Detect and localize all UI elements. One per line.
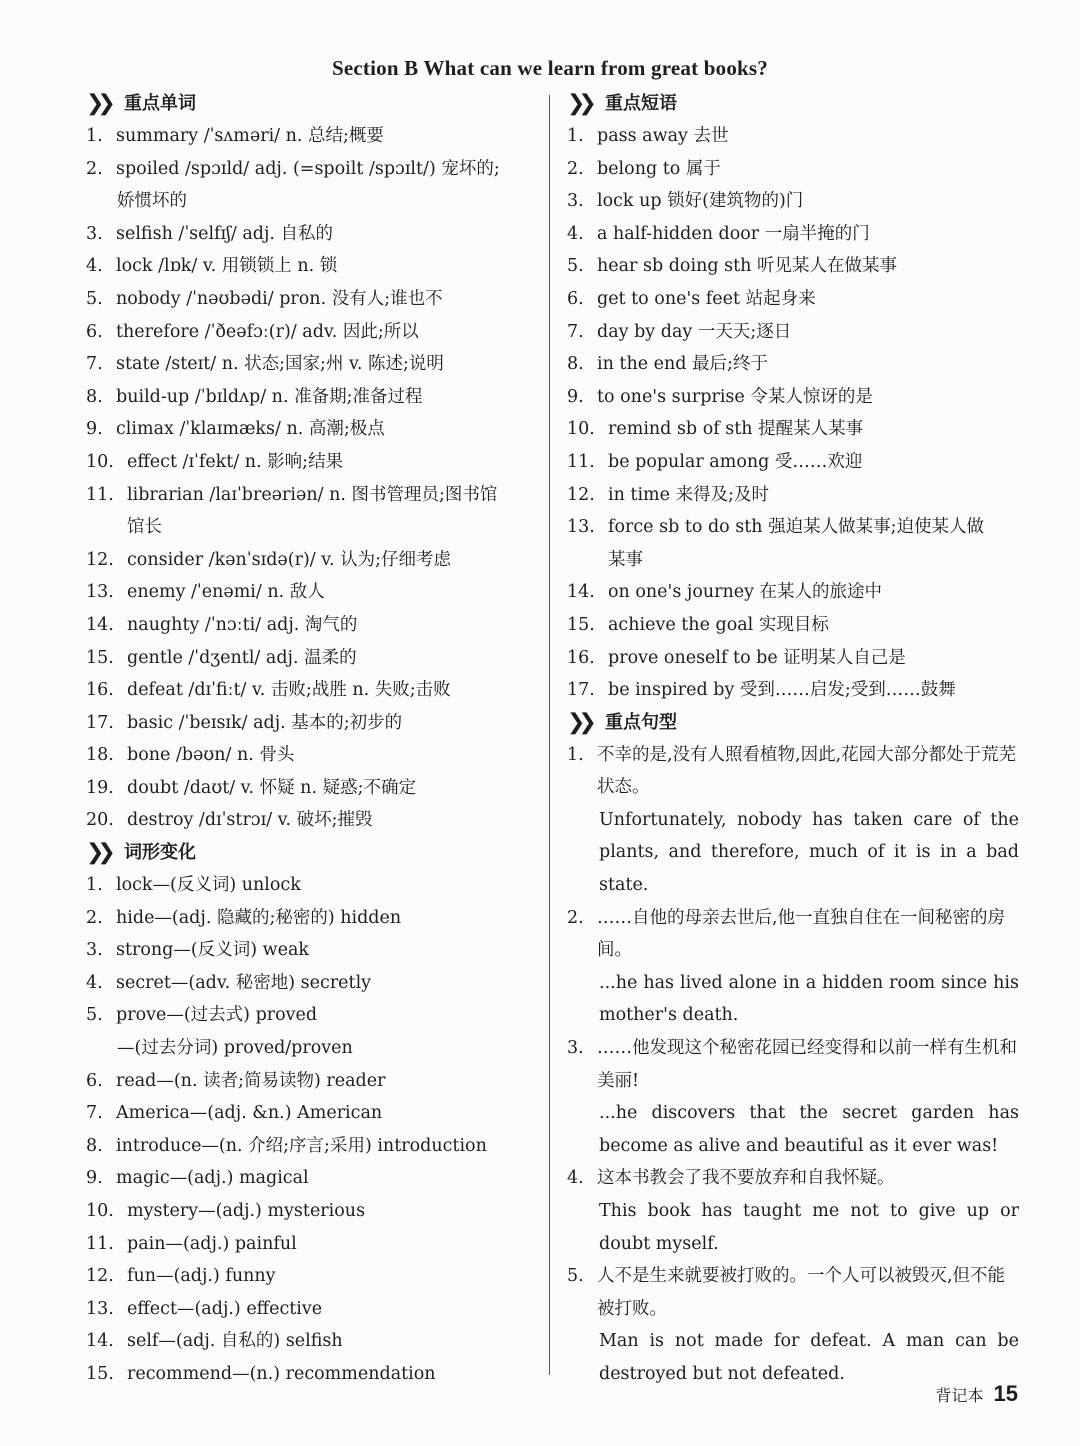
item-text: spoiled /spɔɪld/ adj. (=spoilt /spɔɪlt/) 宠坏的; xyxy=(116,158,500,179)
sentences-list xyxy=(567,739,1019,1391)
item-number: 16. xyxy=(86,680,114,701)
word-form-item xyxy=(86,869,538,902)
item-text: doubt /daʊt/ v. 怀疑 n. 疑惑;不确定 xyxy=(127,777,416,798)
column-divider xyxy=(549,95,550,1375)
item-text: force sb to do sth 强迫某人做某事;迫使某人做 xyxy=(608,517,985,538)
footer-label: 背记本 xyxy=(935,1386,984,1405)
vocab-item xyxy=(86,250,538,283)
item-number: 1. xyxy=(86,126,103,146)
word-form-item xyxy=(86,1293,538,1326)
item-number: 17. xyxy=(567,680,595,701)
item-number: 19. xyxy=(86,777,114,798)
item-number: 14. xyxy=(86,614,114,635)
item-text: defeat /dɪˈfiːt/ v. 击败;战胜 n. 失败;击败 xyxy=(127,680,451,701)
phrase-item xyxy=(567,511,1019,544)
item-number: 8. xyxy=(86,1135,103,1156)
vocab-item xyxy=(86,674,538,707)
vocab-item xyxy=(86,218,538,251)
item-number: 7. xyxy=(86,1103,103,1124)
sentences-heading-label: 重点句型 xyxy=(605,711,677,733)
page-number: 15 xyxy=(993,1381,1018,1406)
item-text: pass away 去世 xyxy=(597,126,729,146)
vocab-item xyxy=(86,479,538,512)
item-number: 2. xyxy=(86,907,103,928)
sentence-item xyxy=(567,1162,1019,1195)
item-text: magic—(adj.) magical xyxy=(116,1168,309,1189)
item-text: bone /bəʊn/ n. 骨头 xyxy=(127,745,295,766)
sentence-chinese: ……他发现这个秘密花园已经变得和以前一样有生机和美丽! xyxy=(597,1038,1017,1091)
phrase-item xyxy=(567,348,1019,381)
sentence-chinese: 不幸的是,没有人照看植物,因此,花园大部分都处于荒芜状态。 xyxy=(597,744,1017,798)
item-text: lock—(反义词) unlock xyxy=(116,875,301,896)
item-text: to one's surprise 令某人惊讶的是 xyxy=(597,386,873,407)
item-number: 10. xyxy=(567,419,595,440)
item-number: 1. xyxy=(567,744,584,765)
item-text: recommend—(n.) recommendation xyxy=(127,1363,436,1384)
phrase-item xyxy=(567,283,1019,316)
item-number: 1. xyxy=(86,875,103,896)
item-number: 5. xyxy=(86,1005,103,1026)
phrase-item xyxy=(567,316,1019,349)
item-number: 7. xyxy=(567,321,584,342)
page-footer xyxy=(936,1381,1019,1407)
vocab-list xyxy=(86,120,538,837)
phrase-item xyxy=(567,381,1019,414)
vocab-item xyxy=(86,283,538,316)
sentence-english: ...he has lived alone in a hidden room since his mother's death. xyxy=(599,972,1019,1026)
item-continuation: 某事 xyxy=(608,549,643,570)
item-number: 2. xyxy=(567,158,584,179)
item-text: strong—(反义词) weak xyxy=(116,940,309,961)
item-number: 8. xyxy=(567,354,584,375)
word-form-item xyxy=(86,1065,538,1098)
item-number: 18. xyxy=(86,745,114,766)
vocab-item xyxy=(86,120,538,153)
item-text: belong to 属于 xyxy=(597,158,721,179)
sentence-chinese: ……自他的母亲去世后,他一直独自住在一间秘密的房间。 xyxy=(597,907,1006,961)
phrase-item xyxy=(567,576,1019,609)
item-continuation: 馆长 xyxy=(127,517,162,538)
vocab-item xyxy=(86,381,538,414)
item-number: 16. xyxy=(567,647,595,668)
word-form-item xyxy=(86,1130,538,1163)
phrases-heading xyxy=(567,88,1019,120)
word-form-item xyxy=(86,1097,538,1130)
item-text: prove—(过去式) proved xyxy=(116,1005,318,1026)
page-title: Section B What can we learn from great books? xyxy=(332,56,768,80)
item-text: prove oneself to be 证明某人自己是 xyxy=(608,647,906,668)
item-number: 10. xyxy=(86,1201,114,1221)
item-text: remind sb of sth 提醒某人某事 xyxy=(608,419,864,440)
word-form-item xyxy=(86,934,538,967)
item-text: America—(adj. &n.) American xyxy=(116,1103,383,1124)
item-number: 4. xyxy=(86,256,103,277)
phrase-item xyxy=(567,642,1019,675)
phrase-item xyxy=(567,250,1019,283)
item-text: day by day 一天天;逐日 xyxy=(597,321,792,342)
item-number: 6. xyxy=(86,1070,103,1091)
phrase-item xyxy=(567,153,1019,186)
item-text: in the end 最后;终于 xyxy=(597,354,768,375)
item-text: naughty /ˈnɔːti/ adj. 淘气的 xyxy=(127,614,358,635)
sentence-item xyxy=(567,1260,1019,1325)
item-number: 3. xyxy=(567,1038,584,1059)
item-text: therefore /ˈðeəfɔː(r)/ adv. 因此;所以 xyxy=(116,321,419,342)
item-number: 14. xyxy=(86,1331,114,1352)
item-text: be inspired by 受到……启发;受到……鼓舞 xyxy=(608,680,956,701)
item-number: 12. xyxy=(86,549,114,570)
item-number: 5. xyxy=(567,1266,584,1287)
phrase-item xyxy=(567,413,1019,446)
item-text: climax /ˈklaɪmæks/ n. 高潮;极点 xyxy=(116,419,385,440)
item-text: fun—(adj.) funny xyxy=(127,1266,276,1287)
word-form-item xyxy=(86,1228,538,1261)
item-number: 11. xyxy=(567,451,595,472)
vocab-item xyxy=(86,804,538,837)
phrase-item xyxy=(567,446,1019,479)
forms-list xyxy=(86,869,538,1391)
item-number: 12. xyxy=(86,1266,114,1287)
vocab-heading xyxy=(86,88,538,120)
word-form-item xyxy=(86,902,538,935)
item-text: basic /ˈbeɪsɪk/ adj. 基本的;初步的 xyxy=(127,712,403,733)
item-text: lock /lɒk/ v. 用锁锁上 n. 锁 xyxy=(116,256,338,277)
item-text: on one's journey 在某人的旅途中 xyxy=(608,582,883,603)
item-text: summary /ˈsʌməri/ n. 总结;概要 xyxy=(116,126,384,146)
item-number: 15. xyxy=(86,647,114,668)
item-number: 20. xyxy=(86,810,114,831)
vocab-item xyxy=(86,739,538,772)
item-number: 9. xyxy=(86,419,103,440)
item-text: destroy /dɪˈstrɔɪ/ v. 破坏;摧毁 xyxy=(127,810,373,831)
item-number: 17. xyxy=(86,712,114,733)
item-text: mystery—(adj.) mysterious xyxy=(127,1201,366,1221)
item-number: 13. xyxy=(567,517,595,538)
word-form-item xyxy=(86,1325,538,1358)
item-number: 10. xyxy=(86,451,114,472)
item-number: 14. xyxy=(567,582,595,603)
phrases-list xyxy=(567,120,1019,707)
word-form-item xyxy=(86,1260,538,1293)
sentence-item xyxy=(567,1032,1019,1097)
phrase-item xyxy=(567,479,1019,512)
item-text: nobody /ˈnəʊbədi/ pron. 没有人;谁也不 xyxy=(116,288,443,309)
item-text: librarian /laɪˈbreəriən/ n. 图书管理员;图书馆 xyxy=(127,484,498,505)
double-chevron-icon: ❯❯ xyxy=(567,709,590,735)
item-text: state /steɪt/ n. 状态;国家;州 v. 陈述;说明 xyxy=(116,354,444,375)
item-number: 9. xyxy=(86,1168,103,1189)
phrase-item xyxy=(567,185,1019,218)
sentence-item xyxy=(567,739,1019,804)
vocab-item xyxy=(86,707,538,740)
vocab-item xyxy=(86,413,538,446)
double-chevron-icon: ❯❯ xyxy=(567,91,590,116)
sentence-english: ...he discovers that the secret garden has become as alive and beautiful as it ever was! xyxy=(599,1103,1019,1156)
item-number: 4. xyxy=(567,223,584,244)
item-text: effect—(adj.) effective xyxy=(127,1298,323,1319)
word-form-item xyxy=(86,999,538,1032)
item-number: 6. xyxy=(567,288,584,309)
vocab-item xyxy=(86,544,538,577)
item-number: 5. xyxy=(86,288,103,309)
vocab-item xyxy=(86,348,538,381)
word-form-item xyxy=(86,1162,538,1195)
item-continuation: —(过去分词) proved/proven xyxy=(117,1038,353,1059)
item-number: 9. xyxy=(567,386,584,407)
phrase-item xyxy=(567,120,1019,153)
item-number: 3. xyxy=(86,940,103,961)
double-chevron-icon: ❯❯ xyxy=(86,91,109,116)
item-text: a half-hidden door 一扇半掩的门 xyxy=(597,223,870,244)
item-number: 11. xyxy=(86,1233,114,1254)
double-chevron-icon: ❯❯ xyxy=(86,840,109,866)
item-number: 3. xyxy=(567,191,584,212)
item-number: 15. xyxy=(567,614,595,635)
item-text: achieve the goal 实现目标 xyxy=(608,614,829,635)
phrases-heading-label: 重点短语 xyxy=(605,93,677,114)
phrase-item xyxy=(567,218,1019,251)
vocab-item xyxy=(86,642,538,675)
item-number: 1. xyxy=(567,126,584,146)
item-text: enemy /ˈenəmi/ n. 敌人 xyxy=(127,582,325,603)
sentence-chinese: 这本书教会了我不要放弃和自我怀疑。 xyxy=(597,1168,895,1189)
right-column xyxy=(567,88,1019,1391)
item-text: hear sb doing sth 听见某人在做某事 xyxy=(597,256,897,277)
item-number: 4. xyxy=(567,1168,584,1189)
phrase-item xyxy=(567,674,1019,707)
item-number: 4. xyxy=(86,972,103,993)
item-text: build-up /ˈbɪldʌp/ n. 准备期;准备过程 xyxy=(116,386,423,407)
word-form-item xyxy=(86,1195,538,1228)
vocab-item xyxy=(86,576,538,609)
item-text: selfish /ˈselfɪʃ/ adj. 自私的 xyxy=(116,223,334,244)
item-number: 6. xyxy=(86,321,103,342)
item-text: lock up 锁好(建筑物的)门 xyxy=(597,191,804,212)
item-continuation: 娇惯坏的 xyxy=(117,191,187,212)
word-form-item xyxy=(86,967,538,1000)
item-text: self—(adj. 自私的) selfish xyxy=(127,1331,343,1352)
vocab-item xyxy=(86,316,538,349)
item-text: introduce—(n. 介绍;序言;采用) introduction xyxy=(116,1135,487,1156)
item-number: 3. xyxy=(86,223,103,244)
item-number: 11. xyxy=(86,484,114,505)
forms-heading xyxy=(86,837,538,869)
word-form-item xyxy=(86,1358,538,1391)
item-text: be popular among 受……欢迎 xyxy=(608,451,863,472)
item-text: gentle /ˈdʒentl/ adj. 温柔的 xyxy=(127,647,357,668)
item-number: 15. xyxy=(86,1363,114,1384)
sentence-english: This book has taught me not to give up or doubt myself. xyxy=(599,1201,1019,1254)
vocab-heading-label: 重点单词 xyxy=(124,93,196,114)
item-text: get to one's feet 站起身来 xyxy=(597,288,816,309)
item-text: pain—(adj.) painful xyxy=(127,1233,297,1254)
vocab-item xyxy=(86,609,538,642)
item-number: 8. xyxy=(86,386,103,407)
sentence-item xyxy=(567,902,1019,967)
sentence-english: Unfortunately, nobody has taken care of the plants, and therefore, much of it is in a bad state. xyxy=(599,809,1019,896)
item-text: hide—(adj. 隐藏的;秘密的) hidden xyxy=(116,907,402,928)
item-number: 13. xyxy=(86,1298,114,1319)
item-text: read—(n. 读者;简易读物) reader xyxy=(116,1070,386,1091)
item-number: 5. xyxy=(567,256,584,277)
left-column xyxy=(86,88,538,1391)
sentence-english: Man is not made for defeat. A man can be destroyed but not defeated. xyxy=(599,1331,1019,1384)
item-number: 7. xyxy=(86,354,103,375)
item-text: secret—(adv. 秘密地) secretly xyxy=(116,972,372,993)
item-text: in time 来得及;及时 xyxy=(608,484,769,505)
vocab-item xyxy=(86,153,538,186)
vocab-item xyxy=(86,446,538,479)
forms-heading-label: 词形变化 xyxy=(124,842,196,864)
item-number: 12. xyxy=(567,484,595,505)
vocab-item xyxy=(86,772,538,805)
sentences-heading xyxy=(567,707,1019,739)
item-number: 2. xyxy=(86,158,103,179)
item-number: 13. xyxy=(86,582,114,603)
item-text: effect /ɪˈfekt/ n. 影响;结果 xyxy=(127,451,344,472)
item-text: consider /kənˈsɪdə(r)/ v. 认为;仔细考虑 xyxy=(127,549,452,570)
sentence-chinese: 人不是生来就要被打败的。一个人可以被毁灭,但不能被打败。 xyxy=(597,1266,1006,1319)
phrase-item xyxy=(567,609,1019,642)
item-number: 2. xyxy=(567,907,584,928)
